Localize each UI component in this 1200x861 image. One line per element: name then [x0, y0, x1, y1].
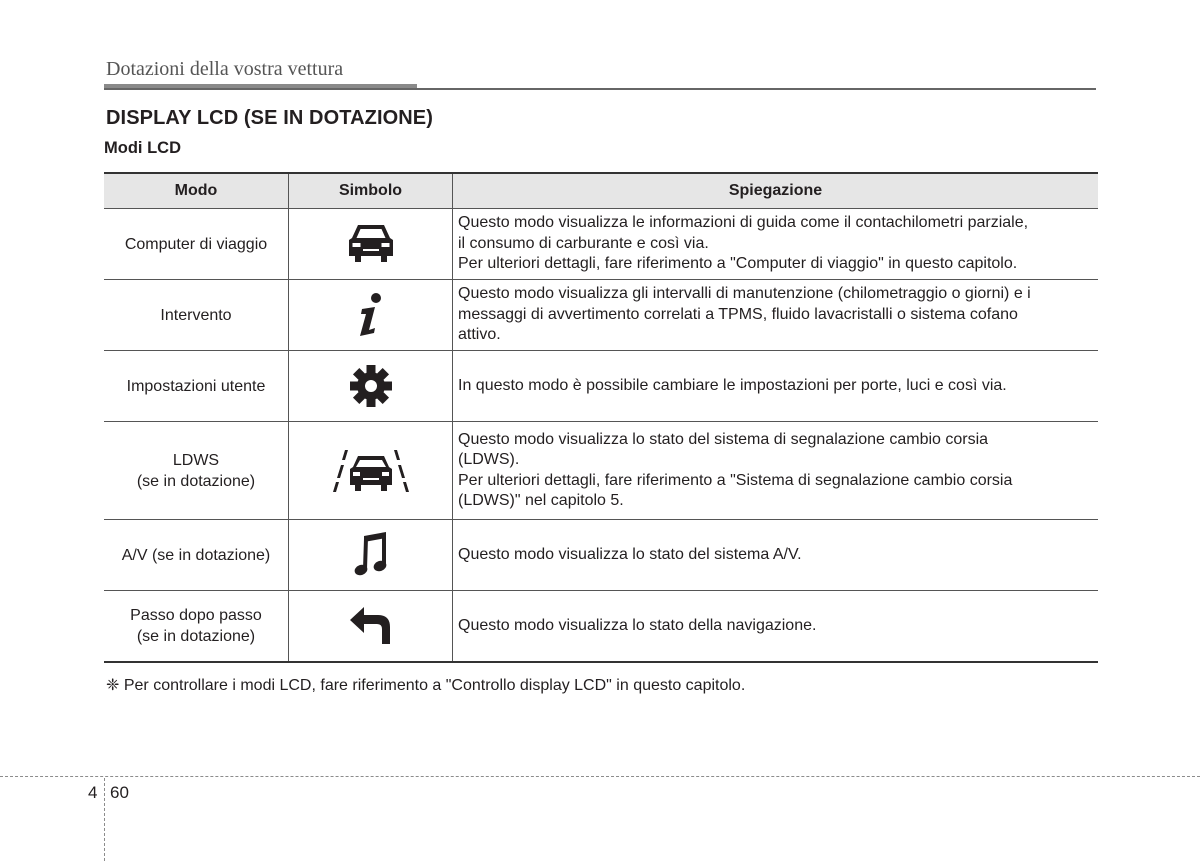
mode-cell — [104, 422, 289, 520]
explanation-line: Questo modo visualizza le informazioni di guida come il contachilometri parziale, — [458, 214, 1029, 232]
turn-left-arrow-icon — [350, 607, 392, 645]
header-rule — [104, 88, 1096, 90]
header-symbol: Simbolo — [289, 173, 453, 209]
lcd-modes-table — [104, 172, 1098, 663]
footer-divider — [0, 776, 1200, 777]
explanation-line: messaggi di avvertimento correlati a TPMS, fluido lavacristalli o sistema cofano — [458, 305, 1018, 323]
mode-name: Impostazioni utente — [126, 377, 266, 395]
section-title: DISPLAY LCD (SE IN DOTAZIONE) — [106, 107, 434, 129]
mode-cell — [104, 280, 289, 351]
mode-cell — [104, 591, 289, 663]
footer-divider-vertical — [104, 778, 105, 861]
mode-name: Passo dopo passo — [130, 607, 262, 624]
explanation-line: In questo modo è possibile cambiare le impostazioni per porte, luci e così via. — [458, 376, 1007, 394]
explanation-cell — [453, 591, 1099, 663]
table-header-row — [104, 173, 1098, 209]
mode-name: Intervento — [160, 306, 232, 324]
explanation-line: (LDWS)" nel capitolo 5. — [458, 492, 624, 509]
explanation-cell — [453, 422, 1099, 520]
header-explanation: Spiegazione — [453, 173, 1099, 209]
mode-cell — [104, 209, 289, 280]
running-head: Dotazioni della vostra vettura — [106, 58, 344, 80]
footnote: ❈ Per controllare i modi LCD, fare riferimento a "Controllo display LCD" in questo capitolo. — [106, 677, 746, 694]
symbol-cell — [289, 591, 453, 663]
symbol-cell — [289, 351, 453, 422]
subsection-title: Modi LCD — [104, 139, 181, 157]
car-front-icon — [346, 222, 396, 266]
table-row — [104, 520, 1098, 591]
page-number: 60 — [110, 783, 129, 802]
explanation-line: Questo modo visualizza gli intervalli di manutenzione (chilometraggio o giorni) e i — [458, 285, 1031, 303]
symbol-cell — [289, 280, 453, 351]
mode-name: LDWS — [172, 451, 220, 469]
explanation-line: Per ulteriori dettagli, fare riferimento a "Computer di viaggio" in questo capitolo. — [458, 255, 1018, 273]
header-mode: Modo — [104, 173, 289, 209]
info-icon — [356, 292, 386, 338]
symbol-cell — [289, 422, 453, 520]
explanation-line: Per ulteriori dettagli, fare riferimento a "Sistema di segnalazione cambio corsia — [458, 471, 1013, 489]
gear-icon — [349, 364, 393, 408]
mode-name: Computer di viaggio — [124, 235, 268, 253]
lane-departure-icon — [333, 448, 409, 494]
music-note-icon — [353, 532, 389, 578]
mode-note: (se in dotazione) — [136, 472, 256, 490]
chapter-number: 4 — [88, 783, 98, 802]
explanation-line: Questo modo visualizza lo stato del sistema A/V. — [458, 545, 802, 563]
table-row — [104, 422, 1098, 520]
explanation-line: Questo modo visualizza lo stato della navigazione. — [458, 616, 817, 634]
explanation-line: (LDWS). — [458, 451, 520, 468]
table-row — [104, 280, 1098, 351]
mode-cell — [104, 351, 289, 422]
table-row — [104, 351, 1098, 422]
explanation-cell — [453, 520, 1099, 591]
mode-cell — [104, 520, 289, 591]
mode-note: (se in dotazione) — [136, 628, 256, 645]
symbol-cell — [289, 520, 453, 591]
explanation-line: Questo modo visualizza lo stato del sistema di segnalazione cambio corsia — [458, 430, 989, 448]
explanation-cell — [453, 280, 1099, 351]
symbol-cell — [289, 209, 453, 280]
explanation-cell — [453, 209, 1099, 280]
explanation-line: il consumo di carburante e così via. — [458, 234, 709, 252]
table-row — [104, 591, 1098, 663]
explanation-cell — [453, 351, 1099, 422]
table-row — [104, 209, 1098, 280]
explanation-line: attivo. — [458, 326, 501, 344]
mode-name: A/V (se in dotazione) — [121, 546, 271, 564]
